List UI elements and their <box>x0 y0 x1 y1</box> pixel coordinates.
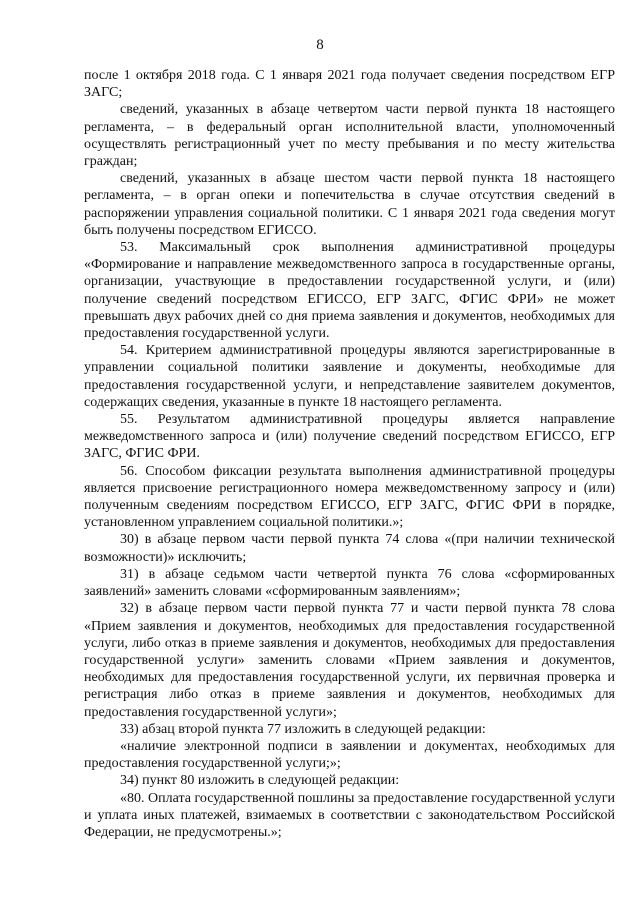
paragraph-amendment-33: 33) абзац второй пункта 77 изложить в следующей редакции: <box>120 721 486 737</box>
paragraph-item-55: 55. Результатом административной процедуры является направление межведомственного запроса и (или) получение сведений посредством ЕГИССО, ЕГР ЗАГС, ФГИС ФРИ. <box>84 412 615 462</box>
paragraph-continuation: после 1 октября 2018 года. С 1 января 2021 года получает сведения посредством ЕГР ЗАГС; <box>84 68 615 101</box>
paragraph-item-53: 53. Максимальный срок выполнения административной процедуры «Формирование и направление межведомственного запроса в государственные органы, организации, участвующие в предоставлении государственной услуги, и (или) получение сведений посредством ЕГИССО, ЕГР ЗАГС, ФГИС ФРИ» не может превышать двух рабочих дней со дня приема заявления и документов, необходимых для предоставления государственной услуги. <box>84 240 615 342</box>
paragraph-item-56: 56. Способом фиксации результата выполнения административной процедуры является присвоение регистрационного номера межведомственному запросу и (или) полученным сведениям посредством ЕГИССО, ЕГР ЗАГС, ФГИС ФРИ в порядке, установленном управлением социальной политики.»; <box>84 463 615 531</box>
paragraph-amendment-34-text: «80. Оплата государственной пошлины за предоставление государственной услуги и уплата иных платежей, взимаемых в соответствии с законодательством Российской Федерации, не предусмотрены.»; <box>84 790 615 840</box>
paragraph-fms-info: сведений, указанных в абзаце четвертом части первой пункта 18 настоящего регламента, – в федеральный орган исполнительной власти, уполномоченный осуществлять регистрационный учет по месту пребывания и по месту жительства граждан; <box>84 102 615 170</box>
document-body <box>84 67 615 841</box>
paragraph-amendment-32: 32) в абзаце первом части первой пункта 77 и части первой пункта 78 слова «Прием заявления и документов, необходимых для предоставления государственной услуги, либо отказ в приеме заявления и документов, необходимых для предоставления государственной услуги» заменить словами «Прием заявления и документов, необходимых для предоставления государственной услуги, их первичная проверка и регистрация либо отказ в приеме заявления и документов, необходимых для предоставления государственной услуги»; <box>84 601 615 720</box>
paragraph-amendment-34: 34) пункт 80 изложить в следующей редакции: <box>120 773 400 789</box>
paragraph-item-54: 54. Критерием административной процедуры являются зарегистрированные в управлении социальной политики заявление и документы, необходимые для предоставления государственной услуги, и непредставление заявителем документов, содержащих сведения, указанные в пункте 18 настоящего регламента. <box>84 343 615 410</box>
page-number: 8 <box>316 37 324 53</box>
paragraph-amendment-30: 30) в абзаце первом части первой пункта 74 слова «(при наличии технической возможности)» исключить; <box>84 532 615 565</box>
paragraph-guardianship-info: сведений, указанных в абзаце шестом части первой пункта 18 настоящего регламента, – в орган опеки и попечительства в случае отсутствия сведений в распоряжении управления социальной политики. С 1 января 2021 года сведения могут быть получены посредством ЕГИССО. <box>84 171 615 238</box>
paragraph-amendment-31: 31) в абзаце седьмом части четвертой пункта 76 слова «сформированных заявлений» заменить словами «сформированным заявлениям»; <box>84 566 615 600</box>
paragraph-amendment-33-text: «наличие электронной подписи в заявлении и документах, необходимых для предоставления государственной услуги;»; <box>84 738 615 772</box>
